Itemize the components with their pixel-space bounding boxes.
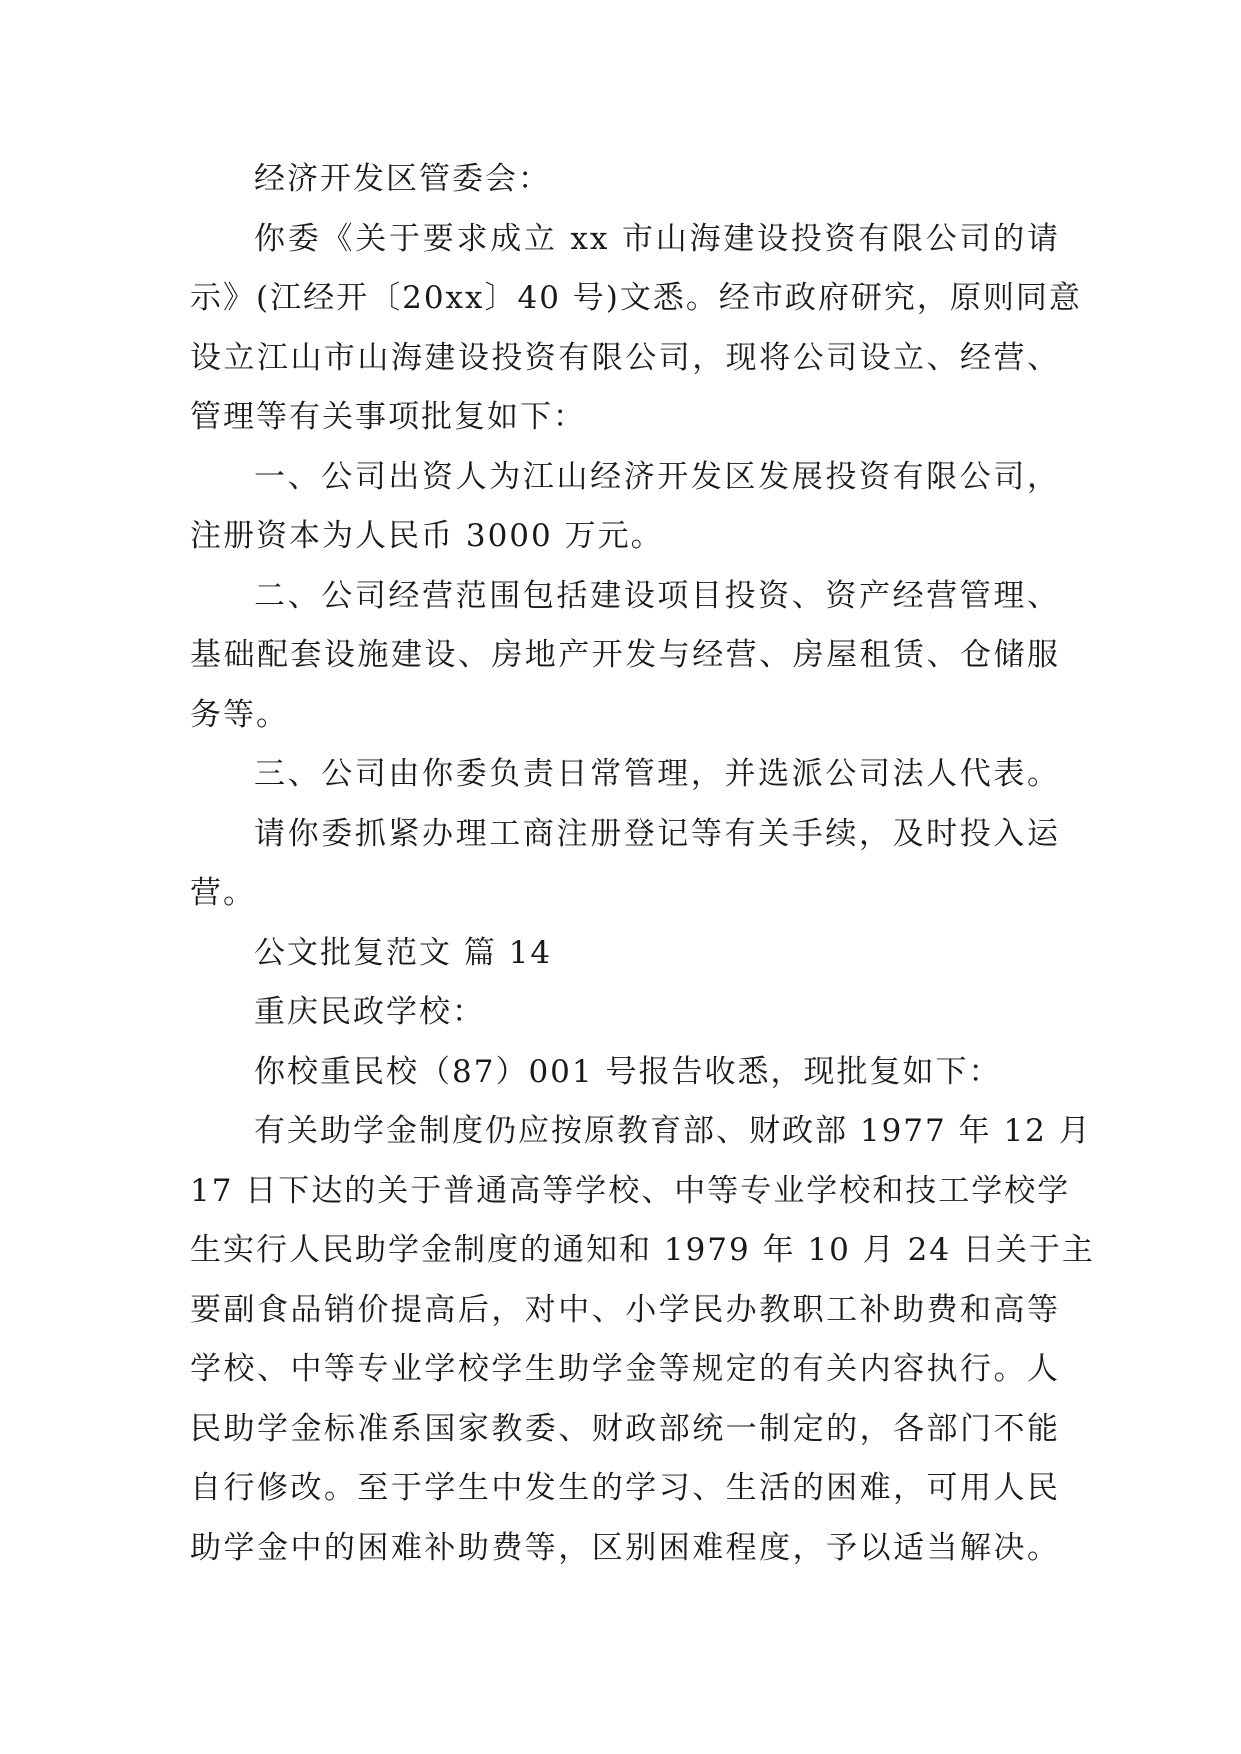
- paragraph-line: 设立江山市山海建设投资有限公司，现将公司设立、经营、: [190, 339, 1060, 376]
- paragraph-line: 二、公司经营范围包括建设项目投资、资产经营管理、: [254, 577, 1060, 614]
- paragraph-line: 自行修改。至于学生中发生的学习、生活的困难，可用人民: [190, 1470, 1060, 1506]
- paragraph-line: 有关助学金制度仍应按原教育部、财政部 1977 年 12 月: [254, 1113, 1092, 1149]
- salutation-line: 经济开发区管委会：: [254, 161, 551, 197]
- paragraph-line: 基础配套设施建设、房地产开发与经营、房屋租赁、仓储服: [190, 637, 1060, 673]
- paragraph-line: 管理等有关事项批复如下：: [190, 399, 586, 435]
- paragraph-line: 17 日下达的关于普通高等学校、中等专业学校和技工学校学: [190, 1172, 1071, 1209]
- paragraph-line: 营。: [190, 875, 256, 911]
- section-heading: 公文批复范文 篇 14: [254, 934, 553, 971]
- paragraph-line: 学校、中等专业学校学生助学金等规定的有关内容执行。人: [190, 1351, 1060, 1387]
- paragraph-line: 助学金中的困难补助费等，区别困难程度，予以适当解决。: [190, 1529, 1060, 1566]
- paragraph-line: 请你委抓紧办理工商注册登记等有关手续，及时投入运: [254, 815, 1060, 852]
- document-body: [190, 150, 1095, 1578]
- paragraph-line: 要副食品销价提高后，对中、小学民办教职工补助费和高等: [190, 1291, 1060, 1328]
- salutation-line: 重庆民政学校：: [254, 994, 485, 1030]
- paragraph-line: 你校重民校（87）001 号报告收悉，现批复如下：: [254, 1053, 1002, 1090]
- paragraph-line: 民助学金标准系国家教委、财政部统一制定的，各部门不能: [190, 1410, 1060, 1447]
- paragraph-line: 示》(江经开〔20xx〕40 号)文悉。经市政府研究，原则同意: [190, 280, 1082, 316]
- paragraph-line: 生实行人民助学金制度的通知和 1979 年 10 月 24 日关于主: [190, 1232, 1095, 1268]
- paragraph-line: 注册资本为人民币 3000 万元。: [190, 518, 664, 554]
- paragraph-line: 你委《关于要求成立 xx 市山海建设投资有限公司的请: [254, 220, 1060, 257]
- paragraph-line: 三、公司由你委负责日常管理，并选派公司法人代表。: [254, 756, 1060, 792]
- paragraph-line: 一、公司出资人为江山经济开发区发展投资有限公司，: [254, 458, 1060, 495]
- paragraph-line: 务等。: [190, 696, 289, 733]
